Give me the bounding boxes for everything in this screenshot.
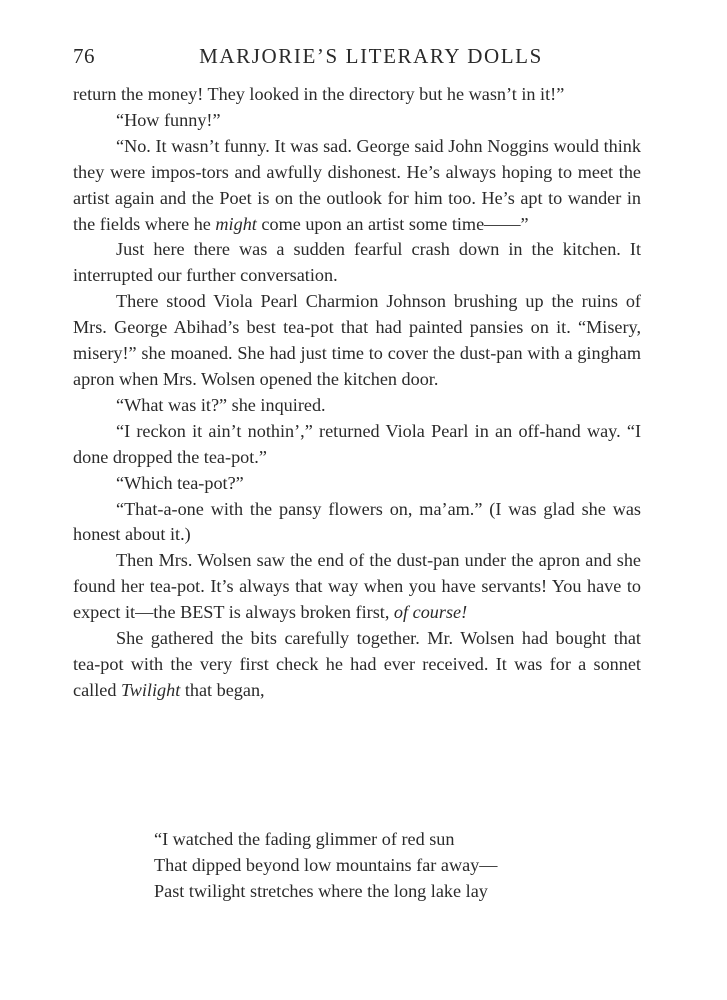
paragraph-continuation: return the money! They looked in the directory but he wasn’t in it!” xyxy=(73,84,565,104)
italic-emphasis: of course! xyxy=(393,602,468,623)
paragraph-text: come upon an artist some time——” xyxy=(256,213,529,234)
paragraph-text: She gathered the bits carefully together. Mr. Wolsen had bought that tea-pot with the very first check he had ever received. It was for a sonnet called xyxy=(73,628,641,700)
paragraph: Just here there was a sudden fearful crash down in the kitchen. It interrupted our further conversation. xyxy=(73,239,641,286)
body-text xyxy=(73,82,641,704)
paragraph-text: Then Mrs. Wolsen saw the end of the dust-pan under the apron and she found her tea-pot. It’s always that way when you have servants! You have to expect it—the BEST is always broken first, xyxy=(73,550,641,623)
paragraph: “Which tea-pot?” xyxy=(116,472,244,493)
paragraph xyxy=(73,134,641,238)
page-number: 76 xyxy=(73,44,95,68)
paragraph: There stood Viola Pearl Charmion Johnson brushing up the ruins of Mrs. George Abihad’s best tea-pot that had painted pansies on it. “Misery, misery!” she moaned. She had just time to cover the dust-pan with a gingham apron when Mrs. Wolsen opened the kitchen door. xyxy=(73,291,641,389)
paragraph: “That-a-one with the pansy flowers on, ma’am.” (I was glad she was honest about it.) xyxy=(73,498,641,545)
poem-quotation xyxy=(154,826,634,904)
paragraph xyxy=(73,626,641,704)
paragraph: “How funny!” xyxy=(116,109,221,130)
italic-title: Twilight xyxy=(120,679,181,700)
paragraph: “What was it?” she inquired. xyxy=(116,394,326,415)
poem-line: “I watched the fading glimmer of red sun xyxy=(154,829,455,849)
paragraph: “I reckon it ain’t nothin’,” returned Viola Pearl in an off-hand way. “I done dropped the tea-pot.” xyxy=(73,420,641,467)
running-head: MARJORIE’S LITERARY DOLLS xyxy=(199,44,543,68)
poem-line: Past twilight stretches where the long lake lay xyxy=(154,881,488,901)
poem-line: That dipped beyond low mountains far away— xyxy=(154,855,498,875)
italic-emphasis: might xyxy=(215,213,257,234)
page-header xyxy=(73,44,641,70)
paragraph xyxy=(73,548,641,626)
paragraph-text: “No. It wasn’t funny. It was sad. George said John Noggins would think they were impos-tors and awfully dishonest. He’s always hoping to meet the artist again and the Poet is on the outlook for him too. He’s apt to wander in the fields where he xyxy=(73,135,641,234)
paragraph-text: that began, xyxy=(180,679,265,700)
